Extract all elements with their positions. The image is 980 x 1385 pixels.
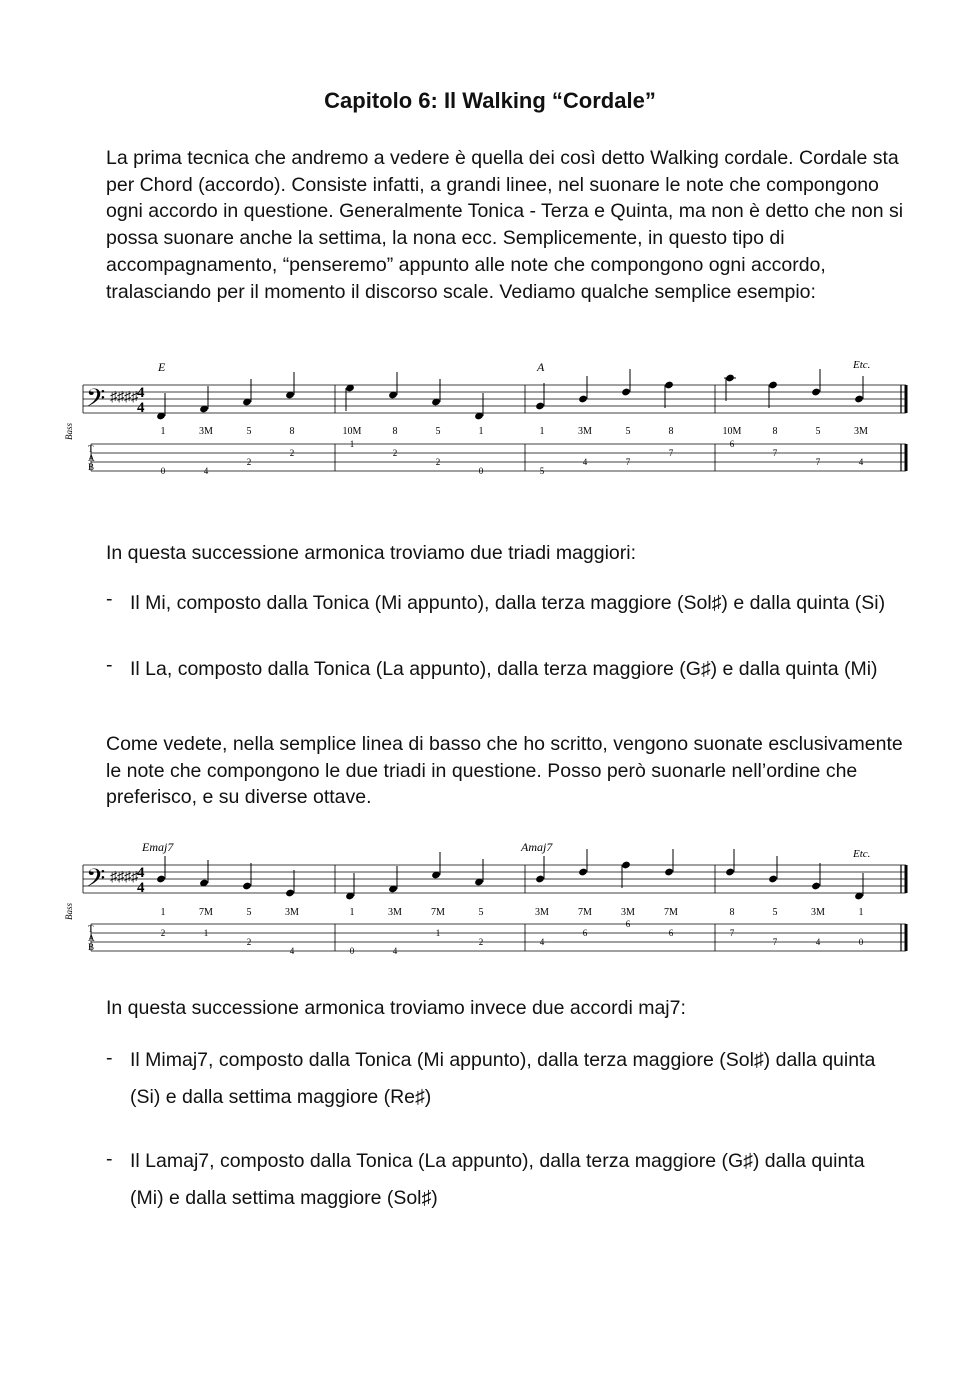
- instrument-label: Bass: [64, 902, 74, 920]
- tab-fret: 7: [625, 457, 631, 467]
- interval-label: 3M: [621, 907, 635, 918]
- interval-label: 3M: [388, 907, 402, 918]
- tab-fret: 5: [539, 466, 545, 476]
- note-head: [431, 852, 441, 879]
- tab-fret: 2: [478, 937, 484, 947]
- note-head: [854, 376, 864, 403]
- tab-clef-b: B: [88, 942, 95, 952]
- interval-label: 1: [539, 426, 545, 437]
- interval-label: 5: [435, 426, 441, 437]
- note-head: [621, 369, 631, 396]
- intro-paragraph: La prima tecnica che andremo a vedere è quella dei così detto Walking cordale. Cordale sta per Chord (accordo). Consiste infatti, a grandi linee, nel suonare le note che compongono ogni accordo in questione. Generalmente Tonica - Terza e Quinta, ma non è detto che non si possa suonare anche la settima, la nona ecc. Semplicemente, in questo tipo di accompagnamento, “penseremo” appunto alle note che compongono ogni accordo, tralasciando per il momento il discorso scale. Vediamo qualche semplice esempio:: [106, 147, 904, 303]
- tab-fret: 6: [582, 928, 588, 938]
- note-head: [285, 372, 295, 399]
- key-signature-4-sharps: ♯♯♯♯: [110, 870, 138, 885]
- interval-label: 3M: [535, 907, 549, 918]
- interval-label: 1: [349, 907, 355, 918]
- tab-fret: 7: [668, 448, 674, 458]
- bass-clef-icon: 𝄢: [86, 865, 106, 898]
- chord-symbol-emaj7: Emaj7: [142, 840, 174, 854]
- tab-fret: 4: [815, 937, 821, 947]
- bullet-text: Il Lamaj7, composto dalla Tonica (La appunto), dalla terza maggiore (G♯) dalla quinta (Mi) e dalla settima maggiore (Sol♯): [130, 1150, 865, 1209]
- note-head: [285, 870, 295, 897]
- interval-label: 3M: [199, 426, 213, 437]
- note-head: [621, 861, 631, 888]
- note-head: [199, 860, 209, 887]
- note-head: [725, 849, 735, 876]
- tab-fret: 2: [435, 457, 441, 467]
- interval-label: 7M: [431, 907, 445, 918]
- tab-fret: 7: [772, 937, 778, 947]
- time-signature-top: 4: [137, 865, 145, 881]
- interval-label: 5: [246, 426, 252, 437]
- note-head: [388, 866, 398, 893]
- tab-fret: 1: [349, 439, 355, 449]
- section1-heading: In questa successione armonica troviamo due triadi maggiori:: [106, 542, 637, 564]
- tab-clef-a: A: [88, 453, 95, 463]
- interval-label: 7M: [199, 907, 213, 918]
- tab-fret: 2: [289, 448, 295, 458]
- interval-label: 5: [246, 907, 252, 918]
- tab-fret: 0: [349, 946, 355, 956]
- time-signature-top: 4: [137, 385, 145, 401]
- note-head: [345, 873, 355, 900]
- interval-label: 1: [478, 426, 484, 437]
- tab-fret: 1: [435, 928, 441, 938]
- interval-label: 8: [729, 907, 735, 918]
- interval-label: 3M: [811, 907, 825, 918]
- note-head: [388, 372, 398, 399]
- bass-clef-icon: 𝄢: [86, 385, 106, 418]
- note-head: [578, 376, 588, 403]
- interval-label: 8: [289, 426, 295, 437]
- note-head: [854, 873, 864, 900]
- time-signature-bottom: 4: [137, 880, 145, 896]
- note-head: [345, 384, 355, 411]
- tab-clef-t: T: [88, 924, 94, 934]
- interval-label: 3M: [854, 426, 868, 437]
- tab-clef-t: T: [88, 444, 94, 454]
- tab-clef-a: A: [88, 933, 95, 943]
- tab-fret: 6: [668, 928, 674, 938]
- time-signature-bottom: 4: [137, 400, 145, 416]
- chord-symbol-amaj7: Amaj7: [521, 840, 553, 854]
- note-head: [156, 393, 166, 420]
- note-head: [664, 381, 674, 408]
- tab-fret: 4: [539, 937, 545, 947]
- note-head: [535, 383, 545, 410]
- tab-fret: 4: [289, 946, 295, 956]
- interval-label: 8: [668, 426, 674, 437]
- tab-fret: 4: [203, 466, 209, 476]
- tab-fret: 4: [392, 946, 398, 956]
- tab-fret: 1: [203, 928, 209, 938]
- note-head: [811, 863, 821, 890]
- note-head: [664, 849, 674, 876]
- tab-fret: 0: [160, 466, 166, 476]
- note-head: [242, 379, 252, 406]
- bullet-text: Il Mimaj7, composto dalla Tonica (Mi appunto), dalla terza maggiore (Sol♯) dalla quinta (Si) e dalla settima maggiore (Re♯): [130, 1049, 876, 1108]
- bullet-dash: -: [106, 654, 113, 676]
- tab-fret: 4: [858, 457, 864, 467]
- bullet-dash: -: [106, 588, 113, 610]
- bullet-text: Il Mi, composto dalla Tonica (Mi appunto), dalla terza maggiore (Sol♯) e dalla quinta (Si): [130, 592, 886, 614]
- tab-fret: 7: [772, 448, 778, 458]
- interval-label: 3M: [578, 426, 592, 437]
- note-head: [199, 386, 209, 413]
- interval-label: 5: [815, 426, 821, 437]
- note-head: [768, 856, 778, 883]
- interval-label: 1: [858, 907, 864, 918]
- interval-label: 8: [772, 426, 778, 437]
- tab-fret: 6: [729, 439, 735, 449]
- tab-clef-b: B: [88, 462, 95, 472]
- tab-fret: 0: [858, 937, 864, 947]
- interval-label: 5: [772, 907, 778, 918]
- interval-label: 1: [160, 426, 166, 437]
- interval-label: 7M: [664, 907, 678, 918]
- bullet-dash: -: [106, 1148, 113, 1170]
- tab-fret: 7: [815, 457, 821, 467]
- etc-label: Etc.: [853, 848, 871, 860]
- bass-example-2: [0, 835, 980, 965]
- key-signature-4-sharps: ♯♯♯♯: [110, 390, 138, 405]
- interval-label: 10M: [342, 426, 362, 437]
- tab-fret: 6: [625, 919, 631, 929]
- note-head: [242, 863, 252, 890]
- interval-label: 10M: [722, 426, 742, 437]
- section1-paragraph: Come vedete, nella semplice linea di basso che ho scritto, vengono suonate esclusivamente le note che compongono le due triadi in questione. Posso però suonarle nell’ordine che preferisco, e su diverse ottave.: [106, 733, 903, 809]
- tab-fret: 2: [160, 928, 166, 938]
- interval-label: 3M: [285, 907, 299, 918]
- tab-fret: 7: [729, 928, 735, 938]
- tab-fret: 0: [478, 466, 484, 476]
- note-head: [724, 374, 736, 401]
- instrument-label: Bass: [64, 422, 74, 440]
- note-head: [156, 856, 166, 883]
- interval-label: 8: [392, 426, 398, 437]
- interval-label: 1: [160, 907, 166, 918]
- note-head: [474, 859, 484, 886]
- section2-heading: In questa successione armonica troviamo invece due accordi maj7:: [106, 997, 686, 1019]
- note-head: [431, 379, 441, 406]
- chord-symbol-a: A: [537, 360, 545, 374]
- interval-label: 5: [478, 907, 484, 918]
- chord-symbol-e: E: [158, 360, 166, 374]
- tab-fret: 2: [246, 457, 252, 467]
- page-title: Capitolo 6: Il Walking “Cordale”: [324, 88, 656, 113]
- note-head: [768, 381, 778, 408]
- note-head: [474, 393, 484, 420]
- note-head: [578, 849, 588, 876]
- note-head: [811, 369, 821, 396]
- bullet-dash: -: [106, 1047, 113, 1069]
- interval-label: 5: [625, 426, 631, 437]
- etc-label: Etc.: [853, 359, 871, 371]
- tab-fret: 2: [246, 937, 252, 947]
- bass-example-1: [0, 355, 980, 485]
- note-head: [535, 856, 545, 883]
- interval-label: 7M: [578, 907, 592, 918]
- bullet-text: Il La, composto dalla Tonica (La appunto), dalla terza maggiore (G♯) e dalla quinta (Mi): [130, 658, 878, 680]
- tab-fret: 4: [582, 457, 588, 467]
- tab-fret: 2: [392, 448, 398, 458]
